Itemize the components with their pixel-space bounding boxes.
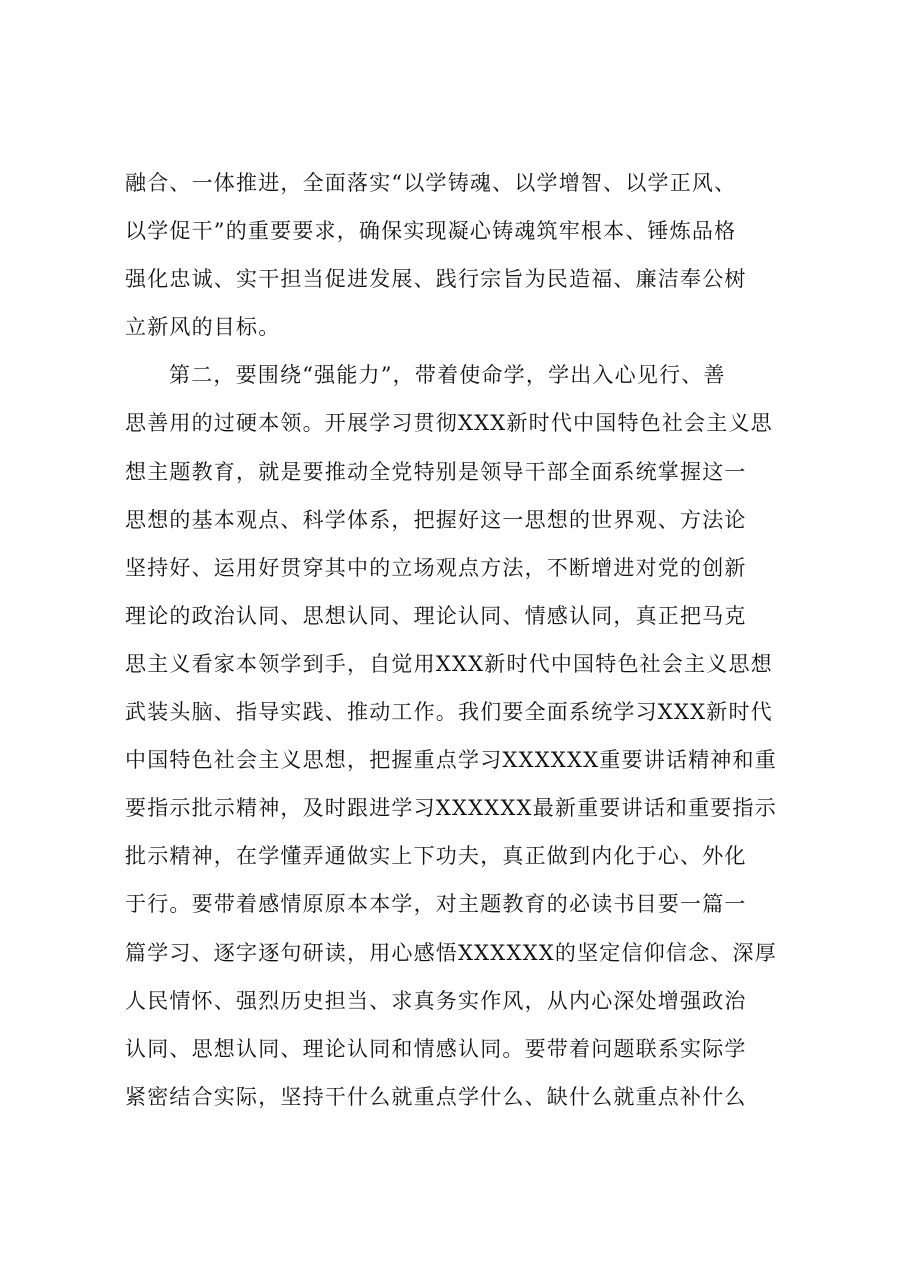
text-line: 以学促干”的重要要求，确保实现凝心铸魂筑牢根本、锤炼品格 bbox=[125, 219, 737, 244]
text-line: 思主义看家本领学到手，自觉用XXX新时代中国特色社会主义思想 bbox=[125, 651, 773, 676]
text-line: 强化忠诚、实干担当促进发展、践行宗旨为民造福、廉洁奉公树 bbox=[125, 267, 747, 292]
text-line: 武装头脑、指导实践、推动工作。我们要全面系统学习XXX新时代 bbox=[125, 700, 773, 725]
body-text bbox=[125, 159, 805, 1121]
text-line: 思善用的过硬本领。开展学习贯彻XXX新时代中国特色社会主义思 bbox=[125, 411, 773, 436]
text-line: 紧密结合实际，坚持干什么就重点学什么、缺什么就重点补什么 bbox=[125, 1084, 747, 1109]
text-line: 篇学习、逐字逐句研读，用心感悟XXXXXX的坚定信仰信念、深厚 bbox=[125, 940, 777, 965]
text-line: 融合、一体推进，全面落实“以学铸魂、以学增智、以学正风、 bbox=[125, 171, 737, 195]
text-line: 理论的政治认同、思想认同、理论认同、情感认同，真正把马克 bbox=[125, 603, 747, 628]
text-line: 于行。要带着感情原原本本学，对主题教育的必读书目要一篇一 bbox=[125, 892, 747, 917]
text-line: 立新风的目标。 bbox=[125, 315, 281, 340]
text-line: 想主题教育，就是要推动全党特别是领导干部全面系统掌握这一 bbox=[125, 459, 747, 484]
paragraph-first-line: 第二，要围绕“强能力”，带着使命学，学出入心见行、善 bbox=[169, 363, 726, 388]
text-line: 认同、思想认同、理论认同和情感认同。要带着问题联系实际学 bbox=[125, 1036, 747, 1061]
text-line: 要指示批示精神，及时跟进学习XXXXXX最新重要讲话和重要指示 bbox=[125, 796, 777, 821]
text-line: 中国特色社会主义思想，把握重点学习XXXXXX重要讲话精神和重 bbox=[125, 748, 777, 773]
text-line: 人民情怀、强烈历史担当、求真务实作风，从内心深处增强政治 bbox=[125, 988, 747, 1013]
text-line: 思想的基本观点、科学体系，把握好这一思想的世界观、方法论 bbox=[125, 507, 747, 532]
text-line: 坚持好、运用好贯穿其中的立场观点方法，不断增进对党的创新 bbox=[125, 555, 747, 580]
text-line: 批示精神，在学懂弄通做实上下功夫，真正做到内化于心、外化 bbox=[125, 844, 747, 869]
